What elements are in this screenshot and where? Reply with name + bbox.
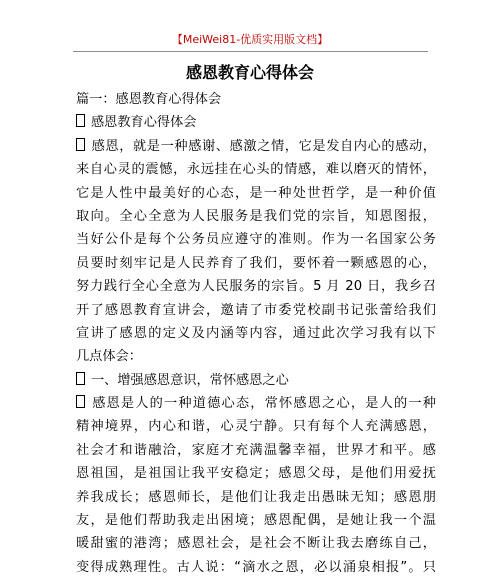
text-line: [76, 345, 436, 368]
text-line: [76, 88, 436, 111]
text-line-content: 一、增强感恩意识，常怀感恩之心: [91, 372, 289, 388]
text-line: [76, 532, 436, 555]
missing-glyph-box-icon: [76, 395, 85, 408]
text-line-content: 恩祖国，是祖国让我平安稳定；感恩父母，是他们用爱抚: [76, 466, 436, 482]
text-line: [76, 158, 436, 181]
document-title: 感恩教育心得体会: [185, 63, 314, 82]
text-line: [76, 556, 436, 579]
text-line: [76, 299, 436, 322]
text-line-content: 感恩，就是一种感谢、感激之情，它是发自内心的感动，: [91, 138, 436, 154]
text-line: [76, 182, 436, 205]
text-line-content: 它是人性中最美好的心态，是一种处世哲学，是一种价值: [76, 185, 436, 201]
text-line-content: 努力践行全心全意为人民服务的宗旨。5 月 20 日，我乡召: [76, 279, 436, 295]
text-line: [76, 111, 436, 134]
text-line-content: 暖甜蜜的港湾；感恩社会，是社会不断让我去磨练自己，: [76, 536, 436, 552]
text-line: [76, 275, 436, 298]
text-line-content: 精神境界，内心和谐，心灵宁静。只有每个人充满感恩，: [76, 419, 436, 435]
text-line-content: 取向。全心全意为人民服务是我们党的宗旨，知恩图报，: [76, 208, 436, 224]
text-line-content: 变得成熟理性。古人说：“滴水之恩，必以涌泉相报”。只: [76, 559, 436, 575]
text-line-content: 友，是他们帮助我走出困境；感恩配偶，是她让我一个温: [76, 513, 436, 529]
text-line: [76, 322, 436, 345]
text-line-content: 来自心灵的震憾，永远挂在心头的情感，难以磨灭的情怀，: [76, 162, 436, 178]
text-line-content: 当好公仆是每个公务员应遵守的准则。作为一名国家公务: [76, 232, 436, 248]
text-line-content: 几点体会：: [76, 349, 142, 365]
text-line: [76, 228, 436, 251]
text-line: [76, 415, 436, 438]
header-divider: [73, 51, 428, 52]
text-line: [76, 462, 436, 485]
document-header: 【MeiWei81-优质实用版文档】: [171, 33, 329, 46]
missing-glyph-box-icon: [76, 138, 85, 151]
text-line: [76, 439, 436, 462]
text-line-content: 感恩教育心得体会: [91, 115, 197, 131]
text-line-content: 社会才和谐融洽，家庭才充满温馨幸福，世界才和平。感: [76, 442, 436, 458]
text-line-content: 宣讲了感恩的定义及内涵等内容，通过此次学习我有以下: [76, 325, 436, 341]
text-line-content: 感恩是人的一种道德心态，常怀感恩之心，是人的一种: [91, 396, 436, 412]
text-line: [76, 135, 436, 158]
text-line-content: 开了感恩教育宣讲会，邀请了市委党校副书记张蕾给我们: [76, 302, 436, 318]
text-line: [76, 252, 436, 275]
text-line: [76, 205, 436, 228]
text-line: [76, 392, 436, 415]
text-line: [76, 509, 436, 532]
text-line-content: 养我成长；感恩师长，是他们让我走出愚昧无知；感恩朋: [76, 489, 436, 505]
text-line: [76, 369, 436, 392]
text-line-content: 篇一：感恩教育心得体会: [76, 92, 222, 107]
text-line-content: 员要时刻牢记是人民养育了我们，要怀着一颗感恩的心，: [76, 255, 436, 271]
document-body: [76, 88, 436, 579]
text-line: [76, 486, 436, 509]
missing-glyph-box-icon: [76, 372, 85, 385]
missing-glyph-box-icon: [76, 114, 85, 127]
